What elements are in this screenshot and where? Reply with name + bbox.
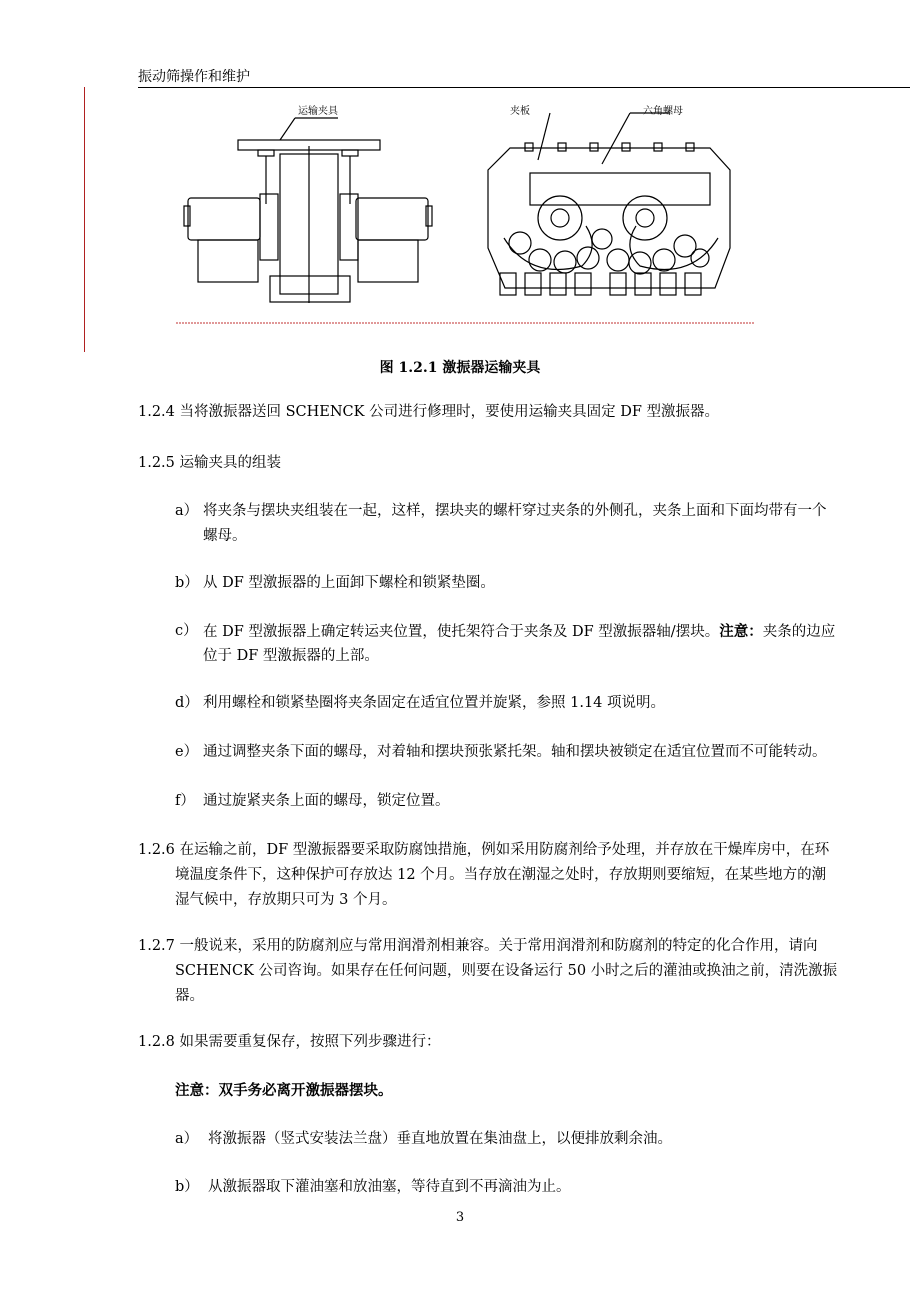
paragraph-1-2-6-cont: 湿气候中，存放期只可为 3 个月。: [175, 892, 397, 908]
item-text: 将激振器（竖式安装法兰盘）垂直地放置在集油盘上，以便排放剩余油。: [208, 1131, 672, 1147]
item-text: 利用螺栓和锁紧垫圈将夹条固定在适宜位置并旋紧，参照 1.14 项说明。: [203, 695, 666, 711]
label-clamp-plate: 夹板: [510, 106, 530, 117]
paragraph-1-2-6-cont: 境温度条件下，这种保护可存放达 12 个月。当存放在潮湿之处时，存放期则要缩短，在某些地方的潮: [175, 867, 827, 883]
item-label: e）: [175, 744, 199, 760]
item-label: c）: [175, 623, 198, 639]
figure-caption: 图 1.2.1 激振器运输夹具: [379, 360, 541, 376]
item-label: d）: [175, 695, 199, 711]
item-label: f）: [175, 793, 195, 809]
header-rule: [138, 87, 910, 88]
item-text: 将夹条与摆块夹组装在一起，这样，摆块夹的螺杆穿过夹条的外侧孔，夹条上面和下面均带有一个: [203, 503, 827, 519]
warning-note: 注意：双手务必离开激振器摆块。: [175, 1082, 393, 1099]
item-text-part: 在 DF 型激振器上确定转运夹位置，使托架符合于夹条及 DF 型激振器轴/摆块。: [203, 624, 720, 640]
item-text: 从激振器取下灌油塞和放油塞，等待直到不再滴油为止。: [208, 1179, 571, 1195]
item-label: a）: [175, 1131, 199, 1147]
note-label: 注意：: [719, 623, 763, 640]
item-label: b）: [175, 575, 199, 591]
item-text: 通过旋紧夹条上面的螺母，锁定位置。: [203, 793, 450, 809]
running-header: 振动筛操作和维护: [138, 69, 250, 85]
item-text-part: 夹条的边应: [762, 624, 836, 640]
paragraph-1-2-6: 1.2.6 在运输之前，DF 型激振器要采取防腐蚀措施，例如采用防腐剂给予处理，并存放在干燥库房中，在环: [138, 842, 830, 858]
paragraph-1-2-4: 1.2.4 当将激振器送回 SCHENCK 公司进行修理时，要使用运输夹具固定 DF 型激振器。: [138, 404, 719, 420]
paragraph-1-2-7: 1.2.7 一般说来，采用的防腐剂应与常用润滑剂相兼容。关于常用润滑剂和防腐剂的特定的化合作用，请向: [138, 938, 818, 954]
page-number: 3: [455, 1210, 465, 1225]
vibrator-transport-clamp-drawing: [170, 98, 760, 336]
item-text: [203, 619, 910, 645]
label-transport-clamp: 运输夹具: [298, 106, 338, 117]
paragraph-1-2-8: 1.2.8 如果需要重复保存，按照下列步骤进行：: [138, 1034, 441, 1050]
item-label: a）: [175, 503, 199, 519]
paragraph-1-2-7-cont: 器。: [175, 988, 204, 1004]
margin-rule: [84, 87, 85, 352]
item-text: 从 DF 型激振器的上面卸下螺栓和锁紧垫圈。: [203, 575, 495, 591]
item-text: 位于 DF 型激振器的上部。: [203, 648, 379, 664]
section-1-2-5-heading: 1.2.5 运输夹具的组装: [138, 455, 282, 471]
item-text: 通过调整夹条下面的螺母，对着轴和摆块预张紧托架。轴和摆块被锁定在适宜位置而不可能转动。: [203, 744, 827, 760]
paragraph-1-2-7-cont: SCHENCK 公司咨询。如果存在任何问题，则要在设备运行 50 小时之后的灌油或换油之前，清洗激振: [175, 963, 838, 979]
item-text: 螺母。: [203, 528, 247, 544]
label-hex-nut: 六角螺母: [643, 106, 683, 117]
item-label: b）: [175, 1179, 199, 1195]
